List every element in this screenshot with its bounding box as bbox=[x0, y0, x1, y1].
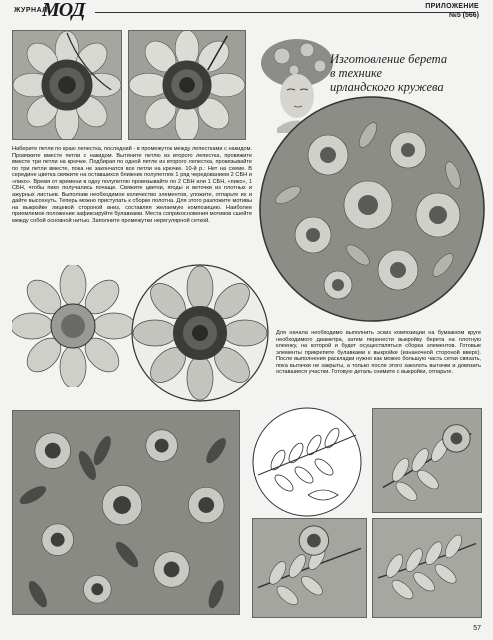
photo-lace-panel bbox=[12, 410, 240, 615]
issue-number: №5 (566) bbox=[449, 12, 479, 19]
photo-leaf-branch-3 bbox=[372, 518, 482, 618]
title-line-2: в технике bbox=[330, 66, 383, 80]
photo-flower-step-1 bbox=[12, 30, 122, 140]
instructions-text-2: Для начала необходимо выполнить эскиз композиции на бумажном круге необходимого диаметра, затем перенести выкройку берета на плотную клеенку, на которой и будет осуществляться сборка элементов. Готовые элементы прикрепите булавками к выкройке (изнаночной стороной вверх). После выполнения раскладки нужно как можно большую часть сетки связать, пока вытачки не закрыты, а только после этого заколоть вытачки и довязать оставшиеся участки. Готовую деталь снимите с выкройки, отпарьте. bbox=[276, 330, 481, 375]
leaf-diagram bbox=[248, 405, 366, 520]
photo-flower-step-2 bbox=[128, 30, 246, 140]
title-line-1: Изготовление берета bbox=[330, 52, 448, 66]
instructions-text-1: Наберите петли по краю лепестка, последний - в промежуток между лепестками с накидом. Провяжите вместе петли с накидом. Вытяните петлю из второго лепестка, провяжите вместе три петли на крючке. Подбирая по одной петле из второго лепестка, провязывайте по три петли вместе, пока не закончатся все петли на крючке. 10-й р.: Нет на схеме. В середине цветка свяжите на оставшихся ближних полупетлях 1 ряд чередованием 2 СБН и «пико». Время от времени в одну полупетлю провязывайте по 2 СБН или 1 СБН, «пико», 1 СБН, чтобы пико получались почаще. Свяжите цветки, ягоды и веточки из плотных и ажурных листьев. Выполнив необходимое количество элементов, уложите, отпарьте их и дайте высохнуть. Теперь можно приступать к сборке полотна. Для этого разложите мотивы на выкройке лицевой стороной вниз, составляя желаемую композицию. Наиболее приемлемое положение зафиксируйте булавками. Места соприкосновения мотивов сшейте между собой основной нитью. Заполните промежутки нерегулярной сеткой. bbox=[12, 146, 252, 224]
header-rule bbox=[95, 12, 475, 13]
page-number: 57 bbox=[473, 625, 481, 632]
magazine-label: ЖУРНАЛ bbox=[14, 7, 48, 14]
page-header bbox=[0, 0, 493, 22]
supplement-label: ПРИЛОЖЕНИЕ bbox=[425, 3, 479, 10]
photo-flower-dark bbox=[130, 263, 270, 403]
title-line-3: ирландского кружева bbox=[330, 80, 444, 94]
photo-leaf-branch-2 bbox=[252, 518, 367, 618]
magazine-logo: МОД bbox=[42, 0, 85, 21]
photo-leaf-branch-1 bbox=[372, 408, 482, 513]
photo-lace-circle bbox=[258, 95, 486, 323]
photo-flower-light bbox=[12, 265, 134, 387]
article-title bbox=[330, 52, 480, 94]
